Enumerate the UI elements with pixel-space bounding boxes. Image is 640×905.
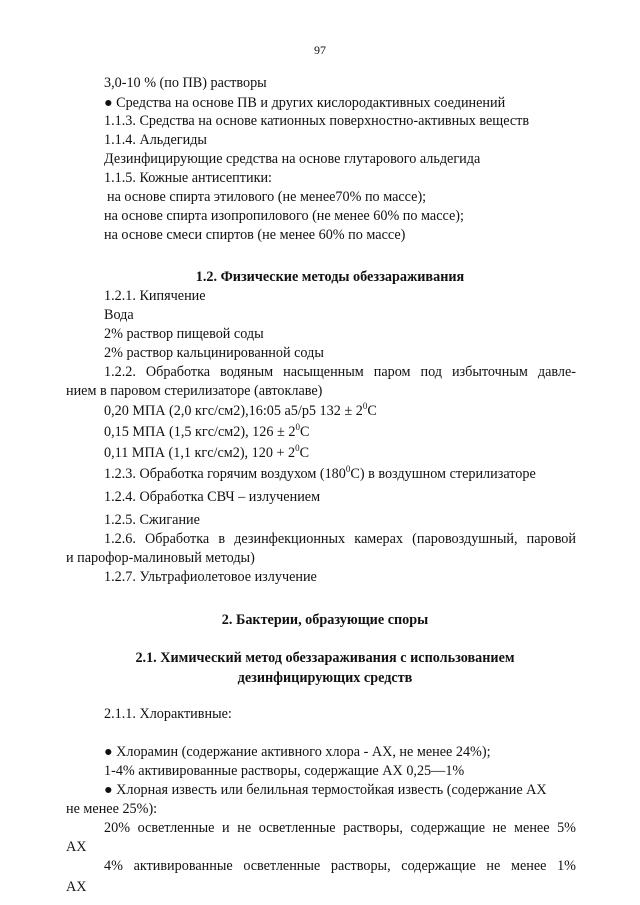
text-line: 3,0-10 % (по ПВ) растворы (104, 75, 267, 91)
text-line: 1.2.7. Ультрафиолетовое излучение (104, 569, 317, 585)
section-heading: 1.2. Физические методы обеззараживания (195, 269, 465, 285)
text-line: 2.1.1. Хлорактивные: (104, 706, 232, 722)
text-line: нием в паровом стерилизаторе (автоклаве) (66, 383, 323, 399)
text-line: 1.2.4. Обработка СВЧ – излучением (104, 489, 321, 505)
section-heading: 2. Бактерии, образующие споры (221, 612, 429, 628)
text-line: 1.1.5. Кожные антисептики: (104, 170, 272, 186)
text-line: 2% раствор кальцинированной соды (104, 345, 324, 361)
text-line: 1.2.5. Сжигание (104, 512, 200, 528)
text-line: на основе спирта изопропилового (не менее 60% по массе); (104, 208, 464, 224)
text-line: 20% осветленные и не осветленные растворы, содержащие не менее 5% (104, 820, 576, 836)
text-line: 1.2.6. Обработка в дезинфекционных камерах (паровоздушный, паровой (104, 531, 576, 547)
bullet-item: ● Хлорамин (содержание активного хлора - АХ, не менее 24%); (104, 744, 491, 760)
page-number: 97 (314, 43, 326, 57)
text-line: 1.2.1. Кипячение (104, 288, 206, 304)
text-line: 4% активированные осветленные растворы, содержащие не менее 1% (104, 858, 576, 874)
subsection-heading: дезинфицирующих средств (237, 670, 413, 686)
pressure-line: 0,11 МПА (1,1 кгс/см2), $120 + 2^0С$ (104, 443, 310, 461)
subsection-heading: 2.1. Химический метод обеззараживания с использованием (135, 650, 515, 666)
text-line: АХ (66, 879, 87, 895)
text-line: 1.2.3. Обработка горячим воздухом $(180^0С)$ в воздушном стерилизаторе (104, 464, 536, 482)
text-line: 1.2.2. Обработка водяным насыщенным паром под избыточным давле- (104, 364, 576, 380)
text-line: 1.1.4. Альдегиды (104, 132, 207, 148)
text-line: 1.1.3. Средства на основе катионных поверхностно-активных веществ (104, 113, 530, 129)
text-line: не менее 25%): (66, 801, 158, 817)
text-line: 1-4% активированные растворы, содержащие АХ 0,25—1% (104, 763, 465, 779)
pressure-line: 0,20 МПА (2,0 кгс/см2),16:05 а5/р5 $132 \pm 2^0С$ (104, 401, 377, 419)
text-line: 2% раствор пищевой соды (104, 326, 264, 342)
text-line: на основе смеси спиртов (не менее 60% по массе) (104, 227, 406, 243)
text-line: Вода (104, 307, 134, 323)
bullet-item: ● Средства на основе ПВ и других кислородактивных соединений (104, 95, 506, 111)
text-line: Дезинфицирующие средства на основе глутарового альдегида (104, 151, 481, 167)
text-line: на основе спирта этилового (не менее70% по массе); (107, 189, 427, 205)
text-line: АХ (66, 839, 87, 855)
text-line: и парофор-малиновый методы) (66, 550, 255, 566)
bullet-item: ● Хлорная известь или белильная термостойкая известь (содержание АХ (104, 782, 547, 798)
pressure-line: 0,15 МПА (1,5 кгс/см2), $126 \pm 2^0С$ (104, 422, 310, 440)
